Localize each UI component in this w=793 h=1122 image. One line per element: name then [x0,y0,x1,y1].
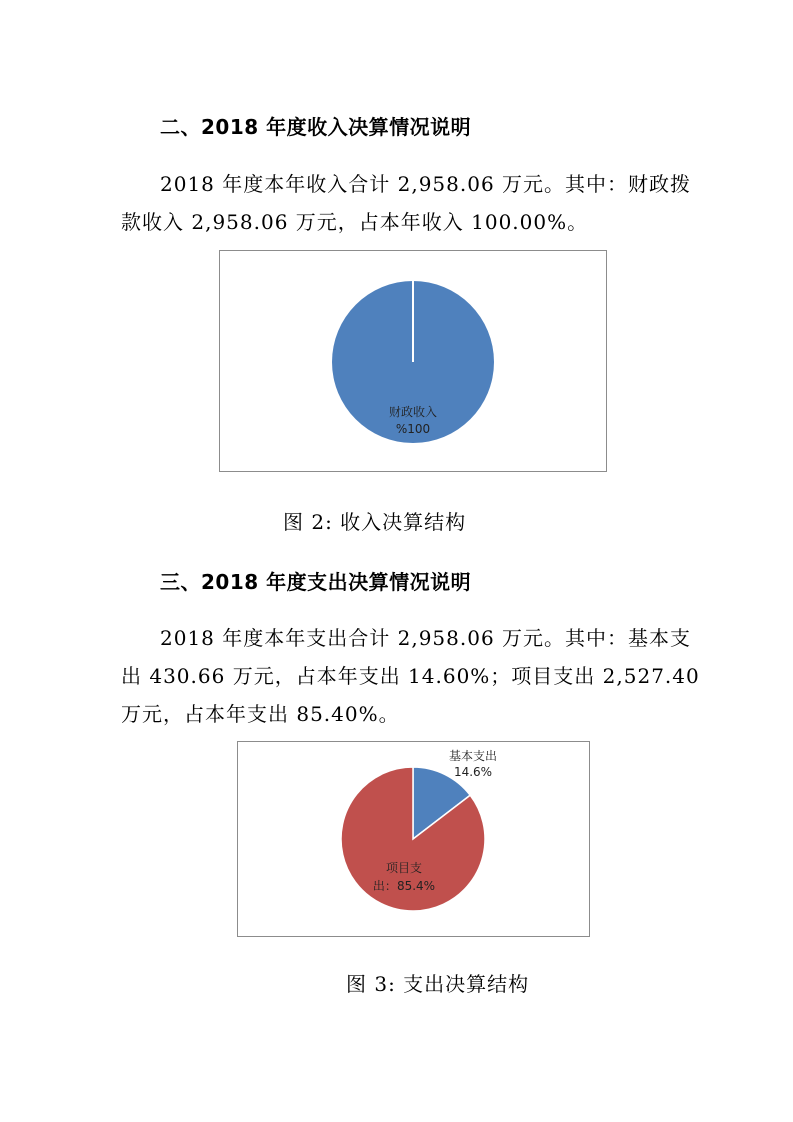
project-slice-value: 85.4% [396,879,436,893]
income-pie-chart [219,250,607,472]
section2-heading: 二、2018 年度收入决算情况说明 [160,115,472,139]
income-slice-value: %100 [395,422,431,436]
section3-para-line2: 出 430.66 万元，占本年支出 14.60%；项目支出 2,527.40 [121,664,700,688]
project-slice-name-part2: 出：85.4% [372,879,436,893]
expense-pie-chart [237,741,590,937]
income-slice-name: 财政收入 [388,405,438,419]
basic-slice-value: 14.6% [453,765,493,779]
section2-para-line1: 2018 年度本年收入合计 2,958.06 万元。其中：财政拨 [160,172,692,196]
section3-heading: 三、2018 年度支出决算情况说明 [160,570,472,594]
section3-para-line3: 万元，占本年支出 85.40%。 [121,702,400,726]
section2-para-line2: 款收入 2,958.06 万元，占本年收入 100.00%。 [121,210,589,234]
section3-caption: 图 3: 支出决算结构 [346,972,530,996]
section3-para-line1: 2018 年度本年支出合计 2,958.06 万元。其中：基本支 [160,626,692,650]
project-slice-name-part1: 项目支 [385,861,423,875]
basic-slice-name: 基本支出 [448,749,498,763]
section2-caption: 图 2: 收入决算结构 [283,510,467,534]
